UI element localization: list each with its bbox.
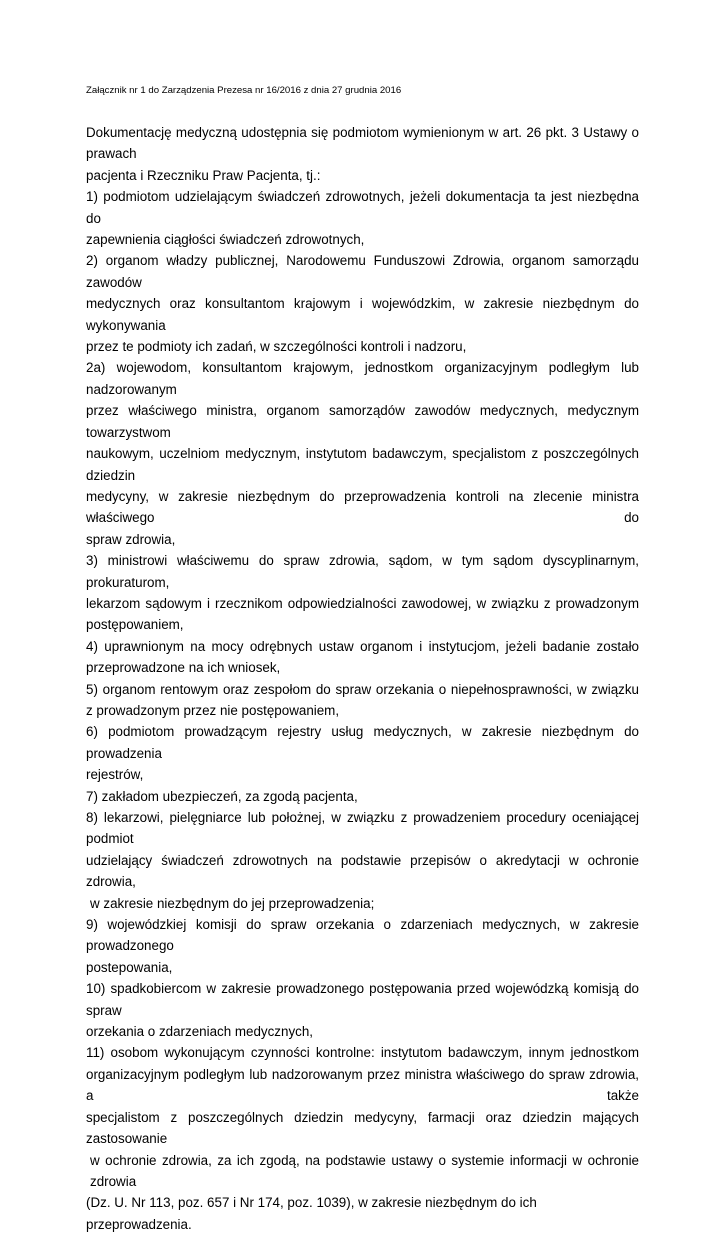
intro-line: pacjenta i Rzeczniku Praw Pacjenta, tj.: — [86, 167, 321, 183]
list-item-line: 5) organom rentowym oraz zespołom do spraw orzekania o niepełnosprawności, w związku — [86, 681, 639, 697]
list-item-line: spraw zdrowia, — [86, 531, 176, 547]
list-item-line: 7) zakładom ubezpieczeń, za zgodą pacjenta, — [86, 788, 358, 804]
list-item-line: przeprowadzone na ich wniosek, — [86, 660, 281, 676]
list-item-line: postępowaniem, — [86, 617, 184, 633]
list-item-line: udzielający świadczeń zdrowotnych na podstawie przepisów o akredytacji w ochronie zdrowia, — [86, 852, 639, 890]
list-item-line: 2a) wojewodom, konsultantom krajowym, jednostkom organizacyjnym podległym lub nadzorowanym — [86, 360, 639, 397]
attachment-header-note: Załącznik nr 1 do Zarządzenia Prezesa nr 16/2016 z dnia 27 grudnia 2016 — [86, 85, 402, 96]
intro-line: Dokumentację medyczną udostępnia się podmiotom wymienionym w art. 26 pkt. 3 Ustawy o prawach — [86, 125, 639, 162]
list-item-line: medycznych oraz konsultantom krajowym i wojewódzkim, w zakresie niezbędnym do wykonywania — [86, 296, 639, 333]
list-item-line: przez właściwego ministra, organom samorządów zawodów medycznych, medycznym towarzystwom — [86, 403, 639, 440]
list-item-line: rejestrów, — [86, 767, 144, 783]
list-item-line: lekarzom sądowym i rzecznikom odpowiedzialności zawodowej, w związku z prowadzonym — [86, 595, 639, 611]
list-item-line: 3) ministrowi właściwemu do spraw zdrowia, sądom, w tym sądom dyscyplinarnym, prokuraturom, — [86, 553, 639, 590]
list-item-line: postepowania, — [86, 959, 173, 975]
list-item-line: 2) organom władzy publicznej, Narodowemu Funduszowi Zdrowia, organom samorządu zawodów — [86, 253, 639, 290]
list-item-line: organizacyjnym podległym lub nadzorowanym przez ministra właściwego do spraw zdrowia, a także — [86, 1066, 639, 1104]
list-item-line: (Dz. U. Nr 113, poz. 657 i Nr 174, poz. 1039), w zakresie niezbędnym do ich przeprowadzenia. — [86, 1195, 537, 1232]
list-item-line: przez te podmioty ich zadań, w szczególności kontroli i nadzoru, — [86, 339, 467, 355]
list-item-line: w ochronie zdrowia, za ich zgodą, na podstawie ustawy o systemie informacji w ochronie zdrowia — [90, 1152, 639, 1189]
list-item-line: orzekania o zdarzeniach medycznych, — [86, 1024, 314, 1040]
list-item-line: 4) uprawnionym na mocy odrębnych ustaw organom i instytucjom, jeżeli badanie zostało — [86, 638, 639, 654]
list-item-line: 11) osobom wykonującym czynności kontrolne: instytutom badawczym, innym jednostkom — [86, 1045, 639, 1061]
list-item-line: z prowadzonym przez nie postępowaniem, — [86, 702, 340, 718]
list-item-line: 8) lekarzowi, pielęgniarce lub położnej, w związku z prowadzeniem procedury oceniającej podmiot — [86, 810, 639, 847]
document-body — [86, 122, 639, 1235]
list-item-line: 9) wojewódzkiej komisji do spraw orzekania o zdarzeniach medycznych, w zakresie prowadzonego — [86, 917, 639, 954]
list-item-line: 6) podmiotom prowadzącym rejestry usług medycznych, w zakresie niezbędnym do prowadzenia — [86, 724, 639, 761]
list-item-line: w zakresie niezbędnym do jej przeprowadzenia; — [90, 895, 375, 911]
list-item-line: 1) podmiotom udzielającym świadczeń zdrowotnych, jeżeli dokumentacja ta jest niezbędna do — [86, 189, 639, 226]
list-item-line: naukowym, uczelniom medycznym, instytutom badawczym, specjalistom z poszczególnych dziedzin — [86, 446, 639, 483]
list-item-line: medycyny, w zakresie niezbędnym do przeprowadzenia kontroli na zlecenie ministra właściwego do — [86, 488, 639, 526]
list-item-line: zapewnienia ciągłości świadczeń zdrowotnych, — [86, 232, 365, 248]
list-item-line: specjalistom z poszczególnych dziedzin medycyny, farmacji oraz dziedzin mających zastosowanie — [86, 1109, 639, 1147]
list-item-line: 10) spadkobiercom w zakresie prowadzonego postępowania przed wojewódzką komisją do spraw — [86, 981, 639, 1018]
